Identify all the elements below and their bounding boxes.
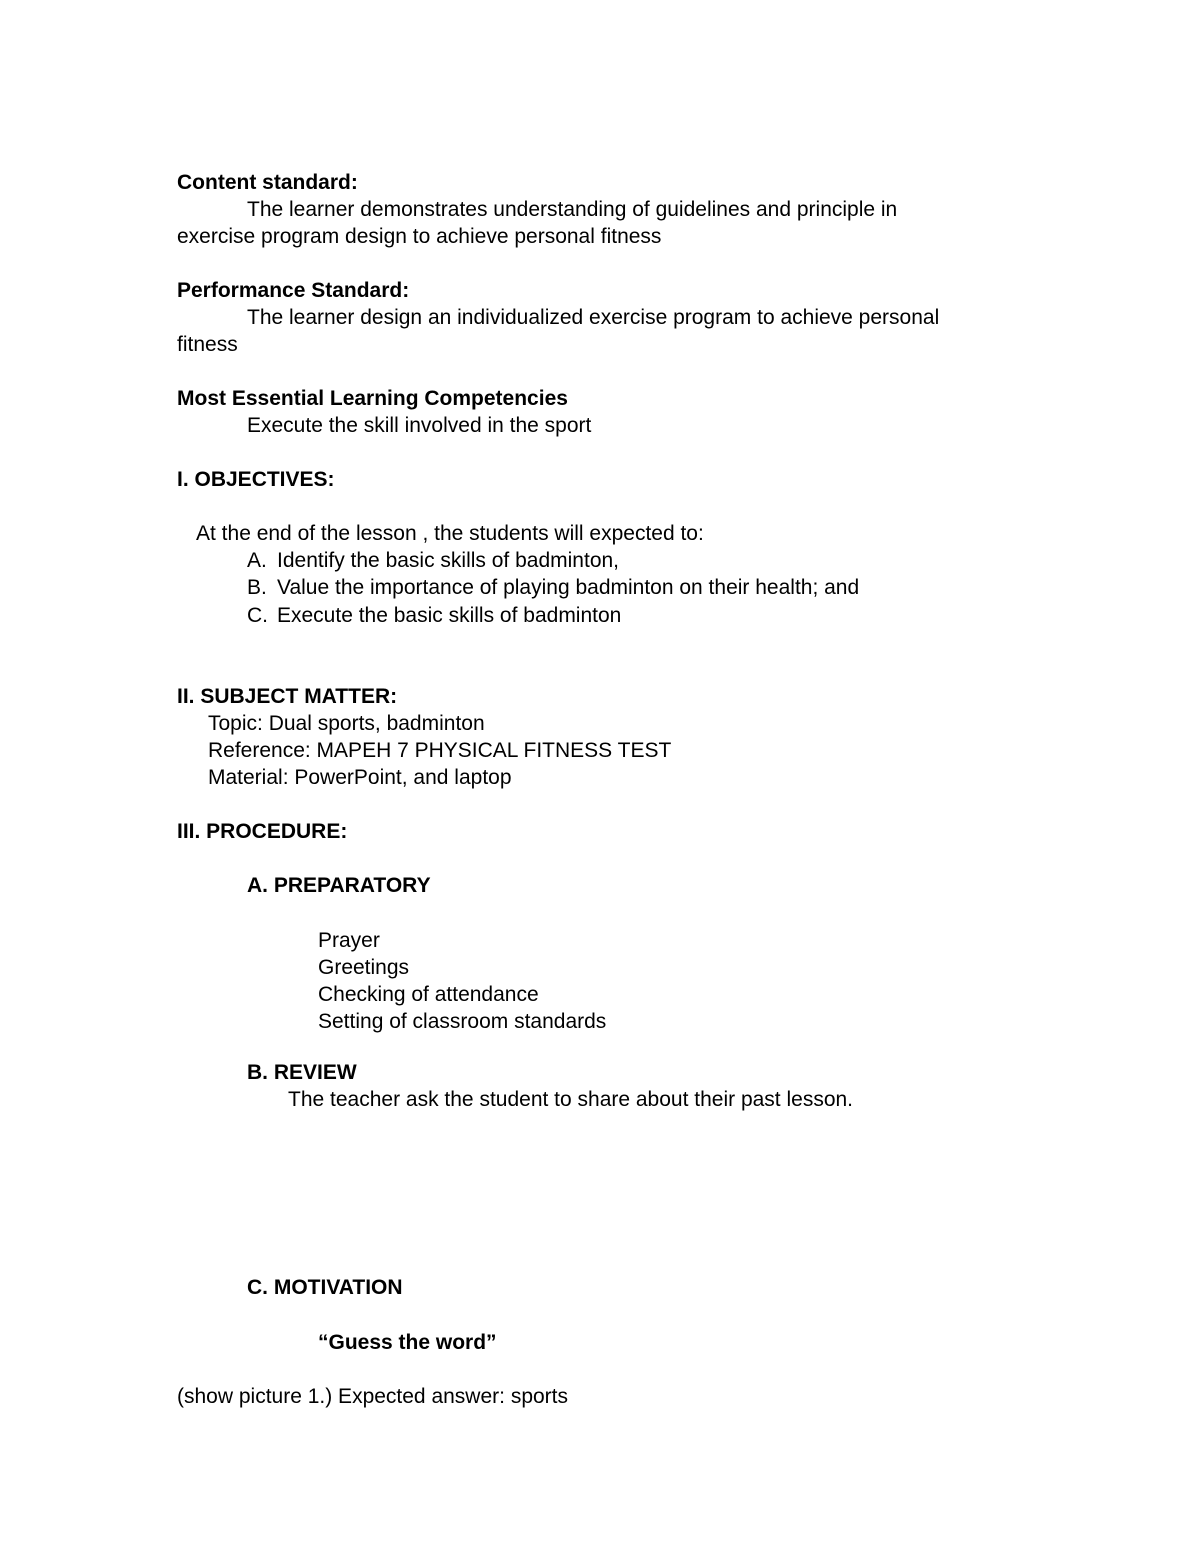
subject-reference: Reference: MAPEH 7 PHYSICAL FITNESS TEST	[208, 739, 672, 762]
motivation-activity-title: “Guess the word”	[318, 1331, 497, 1354]
objectives-heading: I. OBJECTIVES:	[177, 468, 335, 491]
motivation-heading: C. MOTIVATION	[247, 1276, 403, 1299]
objectives-intro: At the end of the lesson , the students will expected to:	[196, 522, 704, 545]
preparatory-item: Greetings	[318, 956, 410, 979]
objective-text: Value the importance of playing badminton on their health; and	[277, 576, 860, 599]
subject-matter-heading: II. SUBJECT MATTER:	[177, 685, 398, 708]
objective-text: Identify the basic skills of badminton,	[277, 549, 620, 572]
subject-topic: Topic: Dual sports, badminton	[208, 712, 485, 735]
objective-item	[247, 574, 859, 601]
review-heading: B. REVIEW	[247, 1061, 357, 1084]
objective-item	[247, 547, 619, 574]
melc-heading: Most Essential Learning Competencies	[177, 387, 568, 410]
performance-standard-heading: Performance Standard:	[177, 279, 410, 302]
objective-marker: C.	[247, 604, 268, 627]
content-standard-line-1: The learner demonstrates understanding of guidelines and principle in	[247, 198, 898, 221]
content-standard-line-2: exercise program design to achieve personal fitness	[177, 225, 662, 248]
objective-item	[247, 602, 621, 629]
preparatory-heading: A. PREPARATORY	[247, 874, 431, 897]
objective-marker: B.	[247, 576, 267, 599]
performance-standard-line-1: The learner design an individualized exercise program to achieve personal	[247, 306, 940, 329]
melc-text: Execute the skill involved in the sport	[247, 414, 592, 437]
performance-standard-line-2: fitness	[177, 333, 238, 356]
preparatory-item: Checking of attendance	[318, 983, 539, 1006]
objective-marker: A.	[247, 549, 267, 572]
review-text: The teacher ask the student to share about their past lesson.	[288, 1088, 854, 1111]
subject-material: Material: PowerPoint, and laptop	[208, 766, 512, 789]
preparatory-item: Prayer	[318, 929, 380, 952]
motivation-note: (show picture 1.) Expected answer: sports	[177, 1385, 569, 1408]
procedure-heading: III. PROCEDURE:	[177, 820, 348, 843]
content-standard-heading: Content standard:	[177, 171, 358, 194]
objective-text: Execute the basic skills of badminton	[277, 604, 622, 627]
preparatory-item: Setting of classroom standards	[318, 1010, 607, 1033]
